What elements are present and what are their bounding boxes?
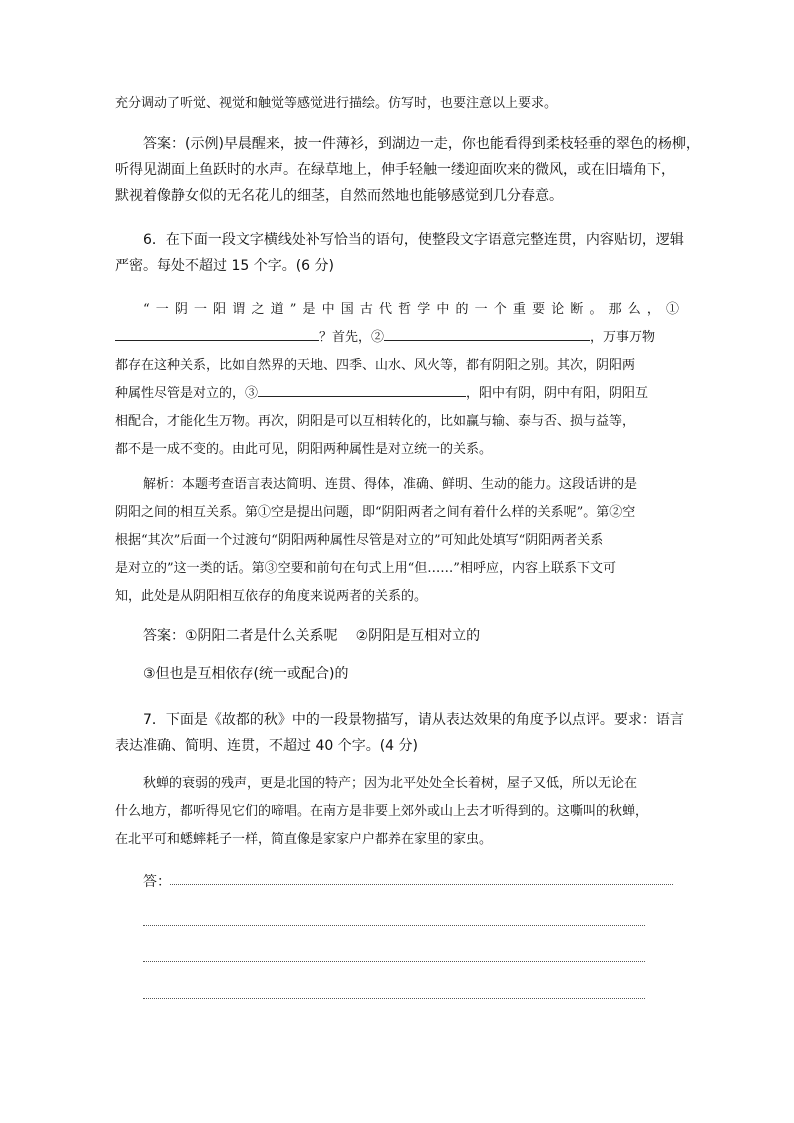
passage-line-4 [115,380,679,408]
answer-5-line-2: 听得见湖面上鱼跃时的水声。在绿草地上，伸手轻触一缕迎面吹来的微风，或在旧墙角下， [115,162,675,178]
question-6-prompt [115,227,684,279]
question-7-prompt-line-1: 7．下面是《故都的秋》中的一段景物描写，请从表达效果的角度予以点评。要求：语言 [143,712,684,728]
answer-line-4[interactable] [143,998,645,999]
q7-passage-line-2: 什么地方，都听得见它们的啼唱。在南方是非要上郊外或山上去才听得到的。这嘶叫的秋蝉， [115,804,649,819]
question-6-prompt-line-2: 严密。每处不超过 15 个字。(6 分) [115,258,334,274]
answer-line-2[interactable] [143,925,645,926]
passage-line-2-end: ，万事万物 [590,330,656,345]
answer-line-1[interactable] [170,884,673,885]
passage-line-3: 都存在这种关系，比如自然界的天地、四季、山水、风火等，都有阴阳之别。其次，阴阳两 [115,358,636,373]
question-7-prompt-line-2: 表达准确、简明、连贯，不超过 40 个字。(4 分) [115,738,418,754]
passage-line-4-end: ，阳中有阴，阴中有阳，阴阳互 [466,386,649,401]
answer-5-line-3: 默视着像静女似的无名花儿的细茎，自然而然地也能够感觉到几分春意。 [115,188,563,204]
q7-passage-line-1: 秋蝉的衰弱的残声，更是北国的特产；因为北平处处全长着树，屋子又低，所以无论在 [143,776,638,791]
answer-6-part-2: ②阴阳是互相对立的 [355,628,481,644]
answer-line-3[interactable] [143,961,645,962]
answer-6-line-1 [115,623,679,649]
question-6-analysis [115,471,679,611]
answer-6-part-3: ③但也是互相依存(统一或配合)的 [143,666,349,682]
blank-3[interactable] [258,380,466,397]
passage-line-2 [115,324,679,352]
intro-tail [115,90,679,118]
answer-label: 答： [143,874,171,890]
question-7-prompt [115,707,684,759]
answer-5-line-1: 答案：(示例)早晨醒来，披一件薄衫，到湖边一走，你也能看得到柔枝轻垂的翠色的杨柳， [143,136,700,152]
q7-passage-line-3: 在北平可和蟋蟀耗子一样，简直像是家家户户都养在家里的家虫。 [115,832,493,847]
blank-2[interactable] [384,324,590,341]
analysis-line-5: 知，此处是从阴阳相互依存的角度来说两者的关系的。 [115,589,428,604]
analysis-line-3: 根据“其次”后面一个过渡句“阴阳两种属性尽管是对立的”可知此处填写“阴阳两者关系 [115,533,604,548]
passage-line-4-start: 种属性尽管是对立的，③ [115,386,259,401]
question-6-answer-cont [115,661,679,687]
analysis-line-4: 是对立的”这一类的话。第③空要和前句在句式上用“但……”相呼应，内容上联系下文可 [115,561,616,576]
passage-line-6: 都不是一成不变的。由此可见，阴阳两种属性是对立统一的关系。 [115,442,493,457]
passage-line-1: “一阴一阳谓之道”是中国古代哲学中的一个重要论断。那么，① [143,302,679,317]
answer-6-part-1: 答案：①阴阳二者是什么关系呢 [143,628,338,644]
question-6-answer [115,623,679,649]
question-6-passage [115,296,679,464]
question-6-prompt-line-1: 6．在下面一段文字横线处补写恰当的语句，使整段文字语意完整连贯，内容贴切，逻辑 [143,232,684,248]
analysis-line-1: 解析：本题考查语言表达简明、连贯、得体，准确、鲜明、生动的能力。这段话讲的是 [143,477,638,492]
blank-1[interactable] [115,324,319,341]
analysis-line-2: 阴阳之间的相互关系。第①空是提出问题，即“阴阳两者之间有着什么样的关系呢”。第②空 [115,505,636,520]
answer-5 [115,131,700,209]
passage-line-2-mid: ？首先，② [319,330,385,345]
intro-tail-text: 充分调动了听觉、视觉和触觉等感觉进行描绘。仿写时，也要注意以上要求。 [115,96,558,111]
passage-line-5: 相配合，才能化生万物。再次，阴阳是可以互相转化的，比如赢与输、泰与否、损与益等， [115,414,636,429]
question-7-passage [115,770,679,854]
